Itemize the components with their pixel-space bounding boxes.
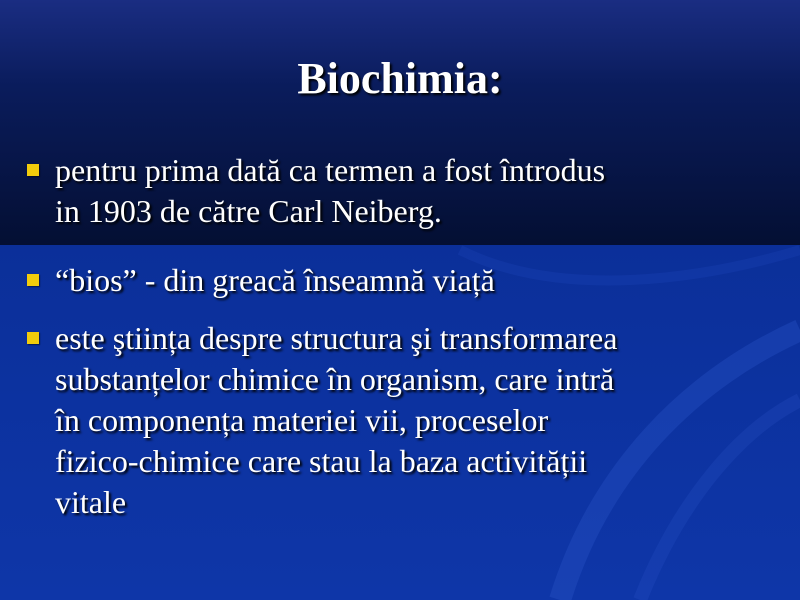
bullet-line: in 1903 de către Carl Neiberg.: [55, 193, 442, 229]
square-bullet-icon: [27, 274, 39, 286]
bullet-text: [55, 150, 775, 232]
square-bullet-icon: [27, 332, 39, 344]
bullet-text: [55, 260, 775, 301]
bullet-line: fizico-chimice care stau la baza activității: [55, 443, 588, 479]
bullet-line: vitale: [55, 484, 127, 520]
square-bullet-icon: [27, 164, 39, 176]
slide-title: Biochimia:: [297, 54, 503, 103]
bullet-line: în componența materiei vii, proceselor: [55, 402, 549, 438]
bullet-line: “bios” - din greacă înseamnă viață: [55, 262, 495, 298]
bullet-line: substanțelor chimice în organism, care intră: [55, 361, 615, 397]
bullet-text: [55, 318, 775, 523]
bullet-line: pentru prima dată ca termen a fost întrodus: [55, 152, 606, 188]
bullet-line: este ştiința despre structura şi transformarea: [55, 320, 618, 356]
